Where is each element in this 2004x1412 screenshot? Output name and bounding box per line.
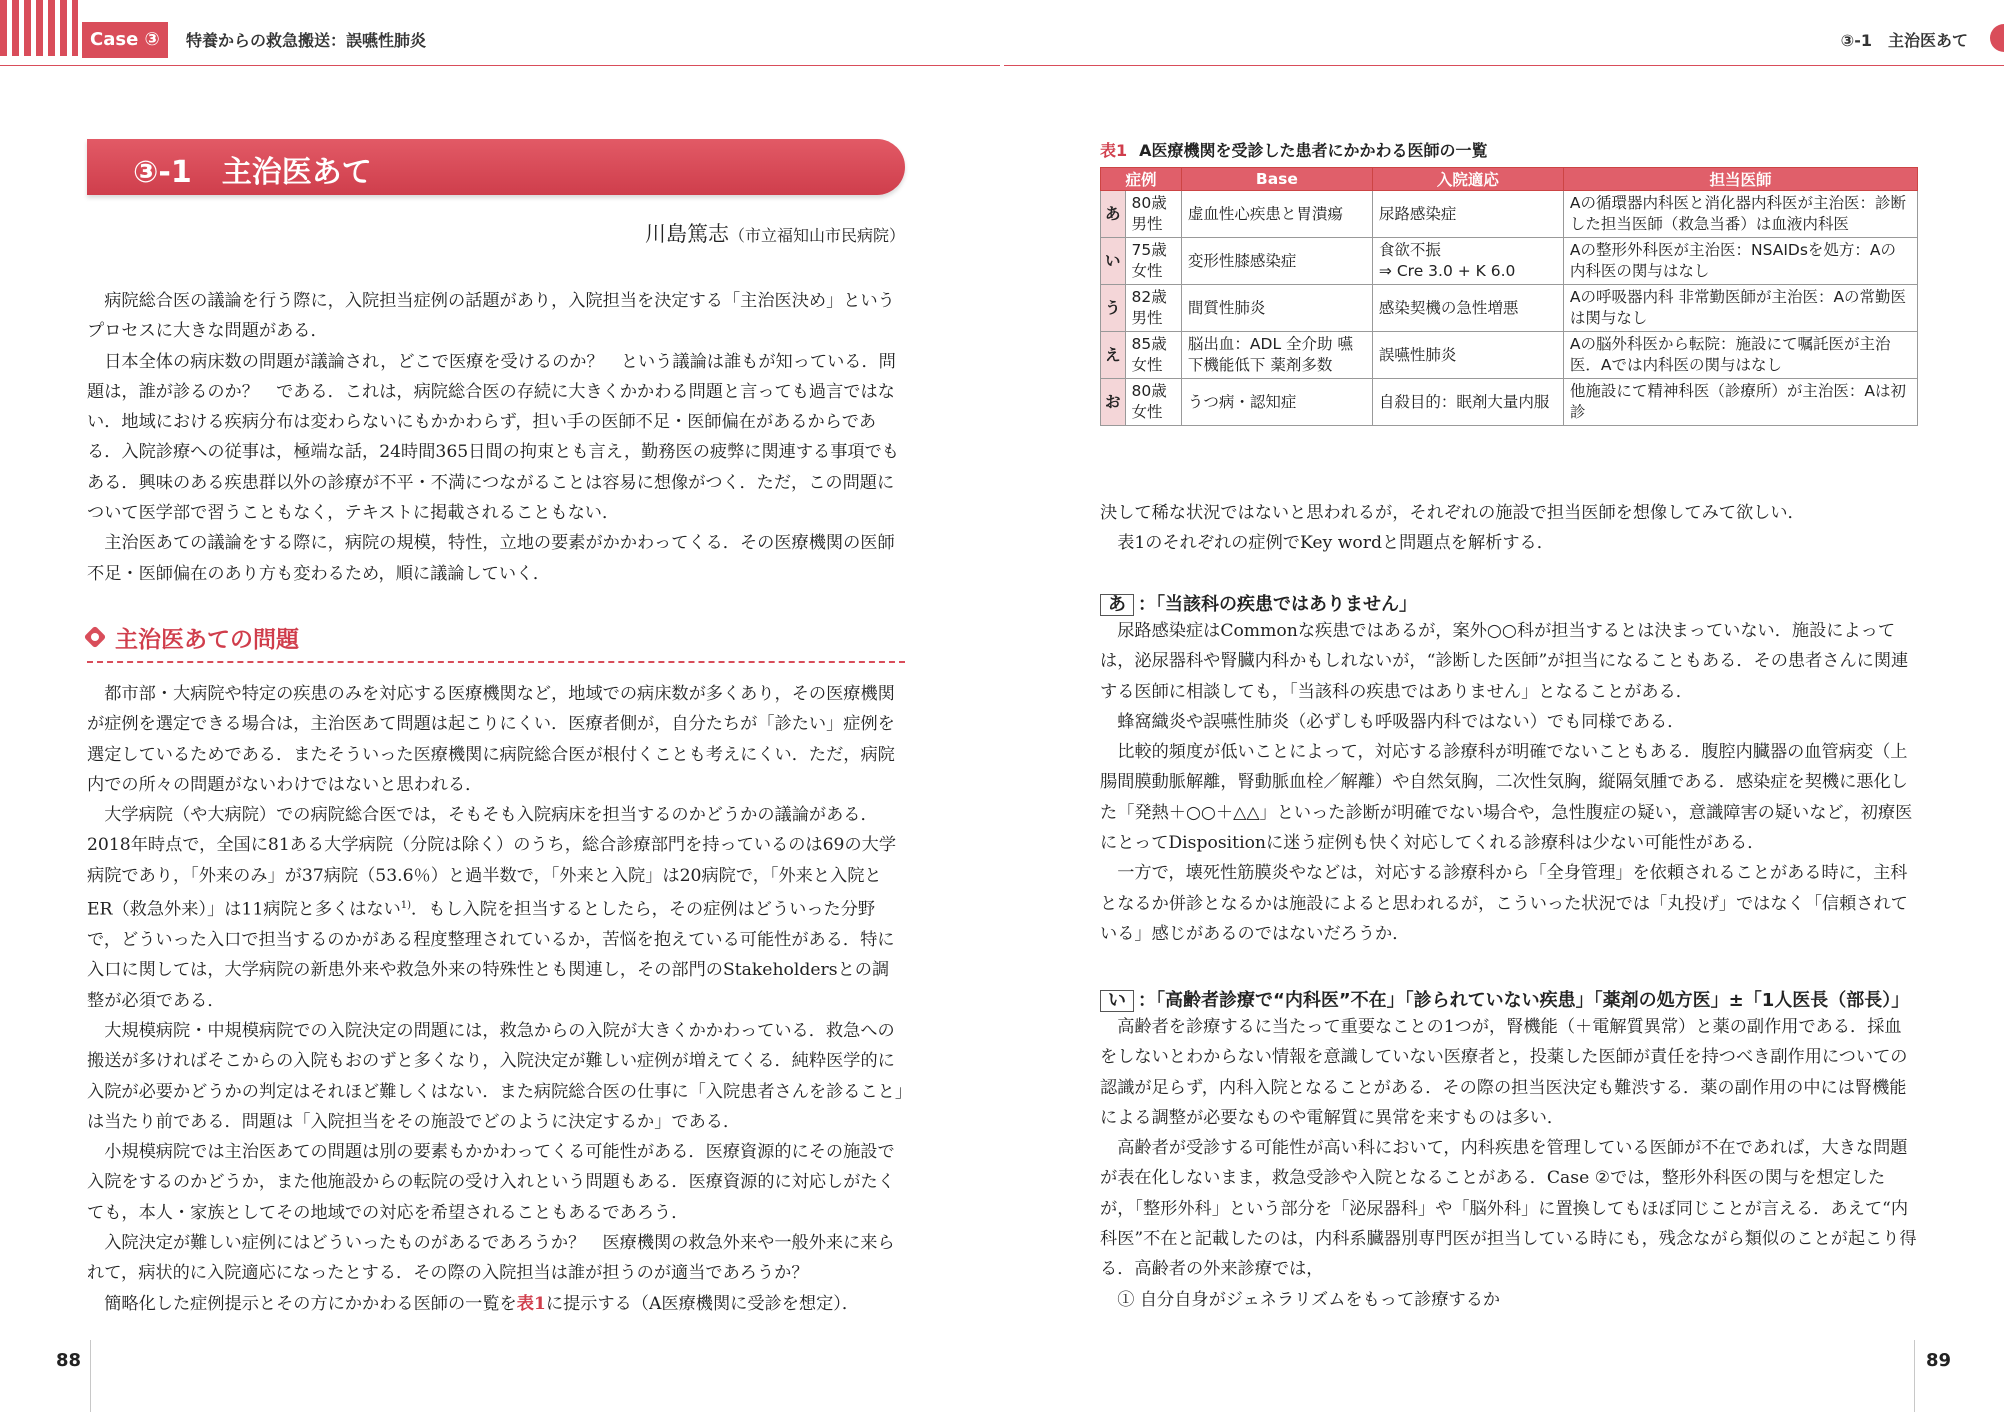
intro-text: [87, 286, 905, 589]
table-row: [1101, 379, 1918, 426]
row-case: 82歳男性: [1125, 285, 1181, 332]
left-body-text: [87, 679, 905, 1319]
table-header-row: [1101, 168, 1918, 191]
header-rule-left: [0, 65, 1000, 66]
row-key: い: [1101, 238, 1126, 285]
row-case: 80歳男性: [1125, 191, 1181, 238]
subsection-heading: [87, 621, 905, 663]
table-ref-link[interactable]: 表1: [516, 1293, 546, 1314]
body-paragraph: 高齢者を診療するに当たって重要なことの1つが，腎機能（＋電解質異常）と薬の副作用である．採血をしないとわからない情報を意識していない医療者と，投薬した医師が責任を持つべき副作用についての認識が足らず，内科入院となることがある．その際の担当医決定も難渋する．薬の副作用の中には腎機能による調整が必要なものや電解質に異常を来すものは多い．: [1100, 1017, 1908, 1128]
row-case: 75歳女性: [1125, 238, 1181, 285]
case-i-mark: い: [1100, 990, 1134, 1012]
case-label: Case ③: [82, 22, 168, 58]
case-i-heading: [1100, 986, 1909, 1012]
row-base: うつ病・認知症: [1181, 379, 1372, 426]
row-admission: 尿路感染症: [1372, 191, 1563, 238]
body-paragraph: 決して稀な状況ではないと思われるが，それぞれの施設で担当医師を想像してみて欲しい．: [1100, 503, 1805, 523]
intro-paragraph: 主治医あての議論をする際に，病院の規模，特性，立地の要素がかかわってくる．その医療機関の医師不足・医師偏在のあり方も変わるため，順に議論していく．: [87, 533, 895, 584]
row-base: 脳出血：ADL 全介助 嚥下機能低下 薬剤多数: [1181, 332, 1372, 379]
table-caption-text: A医療機関を受診した患者にかかわる医師の一覧: [1139, 141, 1488, 160]
header-tab-marker: [1990, 24, 2004, 52]
case-i-title: ：「高齢者診療で“内科医”不在」「診られていない疾患」「薬剤の処方医」±「1人医長（部長）」: [1138, 990, 1910, 1011]
row-key: え: [1101, 332, 1126, 379]
body-paragraph: 尿路感染症はCommonな疾患ではあるが，案外○○科が担当するとは決まっていない．施設によっては，泌尿器科や腎臓内科かもしれないが，“診断した医師”が担当になることもある．その患者さんに関連する医師に相談しても，「当該科の疾患ではありません」となることがある．: [1100, 621, 1909, 702]
body-paragraph: 表1のそれぞれの症例でKey wordと問題点を解析する．: [1117, 533, 1554, 554]
case-a-heading: [1100, 590, 1417, 616]
body-paragraph: 大学病院（や大病院）での病院総合医では，そもそも入院病床を担当するのかどうかの議論がある．2018年時点で，全国に81ある大学病院（分院は除く）のうち，総合診療部門を持っているのは69の大学病院であり，「外来のみ」が37病院（53.6％）と過半数で，「外来と入院」は20病院で，「外来と入院とER（救急外来）」は11病院と多くはない$^{1)}$．もし入院を担当するとしたら，その症例はどういった分野で，どういった入口で担当するのかがある程度整理されているか，苦悩を抱えている可能性がある．特に入口に関しては，大学病院の新患外来や救急外来の特殊性とも関連し，その部門のStakeholdersとの調整が必須である．: [87, 805, 897, 1011]
table-row: [1101, 191, 1918, 238]
row-admission: 自殺目的：眠剤大量内服: [1372, 379, 1563, 426]
body-paragraph: 都市部・大病院や特定の疾患のみを対応する医療機関など，地域での病床数が多くあり，その医療機関が症例を選定できる場合は，主治医あて問題は起こりにくい．医療者側が，自分たちが「診たい」症例を選定しているためである．またそういった医療機関に病院総合医が根付くことも考えにくい．ただ，病院内での所々の問題がないわけではないと思われる．: [87, 684, 895, 795]
row-admission: 誤嚥性肺炎: [1372, 332, 1563, 379]
table-header-cell: Base: [1181, 168, 1372, 191]
row-key: う: [1101, 285, 1126, 332]
row-doctor: Aの脳外科医から転院：施設にて嘱託医が主治医．Aでは内科医の関与はなし: [1563, 332, 1917, 379]
table-caption-number: 表1: [1100, 141, 1128, 160]
case-a-text: [1100, 616, 1918, 949]
body-paragraph: 小規模病院では主治医あての問題は別の要素もかかわってくる可能性がある．医療資源的にその施設で入院をするのかどうか，また他施設からの転院の受け入れという問題もある．医療資源的に対応しがたくても，本人・家族としてその地域での対応を希望されることもあるであろう．: [87, 1142, 895, 1223]
row-case: 80歳女性: [1125, 379, 1181, 426]
case-a-title: ：「当該科の疾患ではありません」: [1138, 594, 1417, 615]
row-key: あ: [1101, 191, 1126, 238]
case-i-text: [1100, 1012, 1918, 1315]
page-number-left: 88: [56, 1350, 82, 1371]
subsection-title: 主治医あての問題: [115, 627, 299, 653]
case-a-mark: あ: [1100, 594, 1134, 616]
body-paragraph: 入院決定が難しい症例にはどういったものがあるであろうか？ 医療機関の救急外来や一般外来に来られて，病状的に入院適応になったとする．その際の入院担当は誰が担うのが適当であろうか？: [87, 1233, 895, 1284]
body-paragraph: 一方で，壊死性筋膜炎やなどは，対応する診療科から「全身管理」を依頼されることがある時に，主科となるか併診となるかは施設によると思われるが，こういった状況では「丸投げ」ではなく「信頼されている」感じがあるのではないだろうか．: [1100, 863, 1908, 944]
page-edge-right: [1914, 1340, 1915, 1412]
section-banner: [87, 139, 905, 195]
header-right-title: ③-1 主治医あて: [1840, 31, 1968, 50]
row-doctor: 他施設にて精神科医（診療所）が主治医：Aは初診: [1563, 379, 1917, 426]
intro-paragraph: 日本全体の病床数の問題が議論され，どこで医療を受けるのか？ という議論は誰もが知っている．問題は，誰が診るのか？ である．これは，病院総合医の存続に大きくかかわる問題と言っても過言ではない．地域における疾病分布は変わらないにもかかわらず，担い手の医師不足・医師偏在があるからである．入院診療への従事は，極端な話，24時間365日間の拘束とも言え，勤務医の疲弊に関連する事項でもある．興味のある疾患群以外の診療が不平・不満につながることは容易に想像がつく．ただ，この問題について医学部で習うこともなく，テキストに掲載されることもない．: [87, 351, 899, 524]
header-stripes: [0, 0, 78, 56]
body-paragraph: 蜂窩織炎や誤嚥性肺炎（必ずしも呼吸器内科ではない）でも同様である．: [1117, 711, 1685, 732]
table-header-cell: 担当医師: [1563, 168, 1917, 191]
footnote-ref: 1): [400, 900, 412, 912]
after-table-text: [1100, 498, 1918, 559]
table-header-cell: 入院適応: [1372, 168, 1563, 191]
row-case: 85歳女性: [1125, 332, 1181, 379]
row-admission: 感染契機の急性増悪: [1372, 285, 1563, 332]
body-paragraph: 高齢者が受診する可能性が高い科において，内科疾患を管理している医師が不在であれば，大きな問題が表在化しないまま，救急受診や入院となることがある．Case ②では，整形外科医の関与を想定したが，「整形外科」という部分を「泌尿器科」や「脳外科」に置換してもほぼ同じことが言える．あえて“内科医”不在と記載したのは，内科系臓器別専門医が担当している時にも，残念ながら類似のことが起こり得る．高齢者の外来診療では，: [1100, 1138, 1917, 1280]
table-row: [1101, 238, 1918, 285]
author-affiliation: （市立福知山市民病院）: [728, 226, 905, 245]
body-paragraph: 比較的頻度が低いことによって，対応する診療科が明確でないこともある．腹腔内臓器の血管病変（上腸間膜動脈解離，腎動脈血栓／解離）や自然気胸，二次性気胸，縦隔気腫である．感染症を契機に悪化した「発熱＋○○＋△△」といった診断が明確でない場合や，急性腹症の疑い，意識障害の疑いなど，初療医にとってDispositionに迷う症例も快く対応してくれる診療科は少ない可能性がある．: [1100, 742, 1913, 854]
table-row: [1101, 332, 1918, 379]
row-doctor: Aの循環器内科医と消化器内科医が主治医：診断した担当医師（救急当番）は血液内科医: [1563, 191, 1917, 238]
body-paragraph: 簡略化した症例提示とその方にかかわる医師の一覧を表1に提示する（A医療機関に受診を想定）．: [104, 1293, 860, 1314]
table-header-cell: 症例: [1101, 168, 1182, 191]
row-doctor: Aの呼吸器内科 非常勤医師が主治医：Aの常勤医は関与なし: [1563, 285, 1917, 332]
author-name: 川島篤志: [644, 222, 729, 246]
row-base: 虚血性心疾患と胃潰瘍: [1181, 191, 1372, 238]
row-key: お: [1101, 379, 1126, 426]
body-paragraph: 大規模病院・中規模病院での入院決定の問題には，救急からの入院が大きくかかわっている．救急への搬送が多ければそこからの入院もおのずと多くなり，入院決定が難しい症例が増えてくる．純粋医学的に入院が必要かどうかの判定はそれほど難しくはない．また病院総合医の仕事に「入院患者さんを診ること」は当たり前である．問題は「入院担当をその施設でどのように決定するか」である．: [87, 1021, 904, 1132]
table-row: [1101, 285, 1918, 332]
diamond-bullet-icon: [84, 626, 107, 649]
section-title: ③-1 主治医あて: [133, 155, 372, 190]
row-base: 間質性肺炎: [1181, 285, 1372, 332]
header-rule-right: [1004, 65, 2004, 66]
page-number-right: 89: [1926, 1350, 1952, 1371]
row-doctor: Aの整形外科医が主治医：NSAIDsを処方：Aの内科医の関与はなし: [1563, 238, 1917, 285]
intro-paragraph: 病院総合医の議論を行う際に，入院担当症例の話題があり，入院担当を決定する「主治医決め」というプロセスに大きな問題がある．: [87, 291, 895, 342]
header-left-title: 特養からの救急搬送：誤嚥性肺炎: [186, 31, 427, 50]
row-base: 変形性膝感染症: [1181, 238, 1372, 285]
row-admission: 食欲不振 ⇒ Cre 3.0 + K 6.0: [1372, 238, 1563, 285]
page-edge-left: [90, 1340, 91, 1412]
case-table: [1100, 167, 1918, 426]
body-paragraph: ① 自分自身がジェネラリズムをもって診療するか: [1117, 1289, 1501, 1310]
table-caption: [1100, 138, 1488, 161]
author-line: [87, 218, 905, 248]
